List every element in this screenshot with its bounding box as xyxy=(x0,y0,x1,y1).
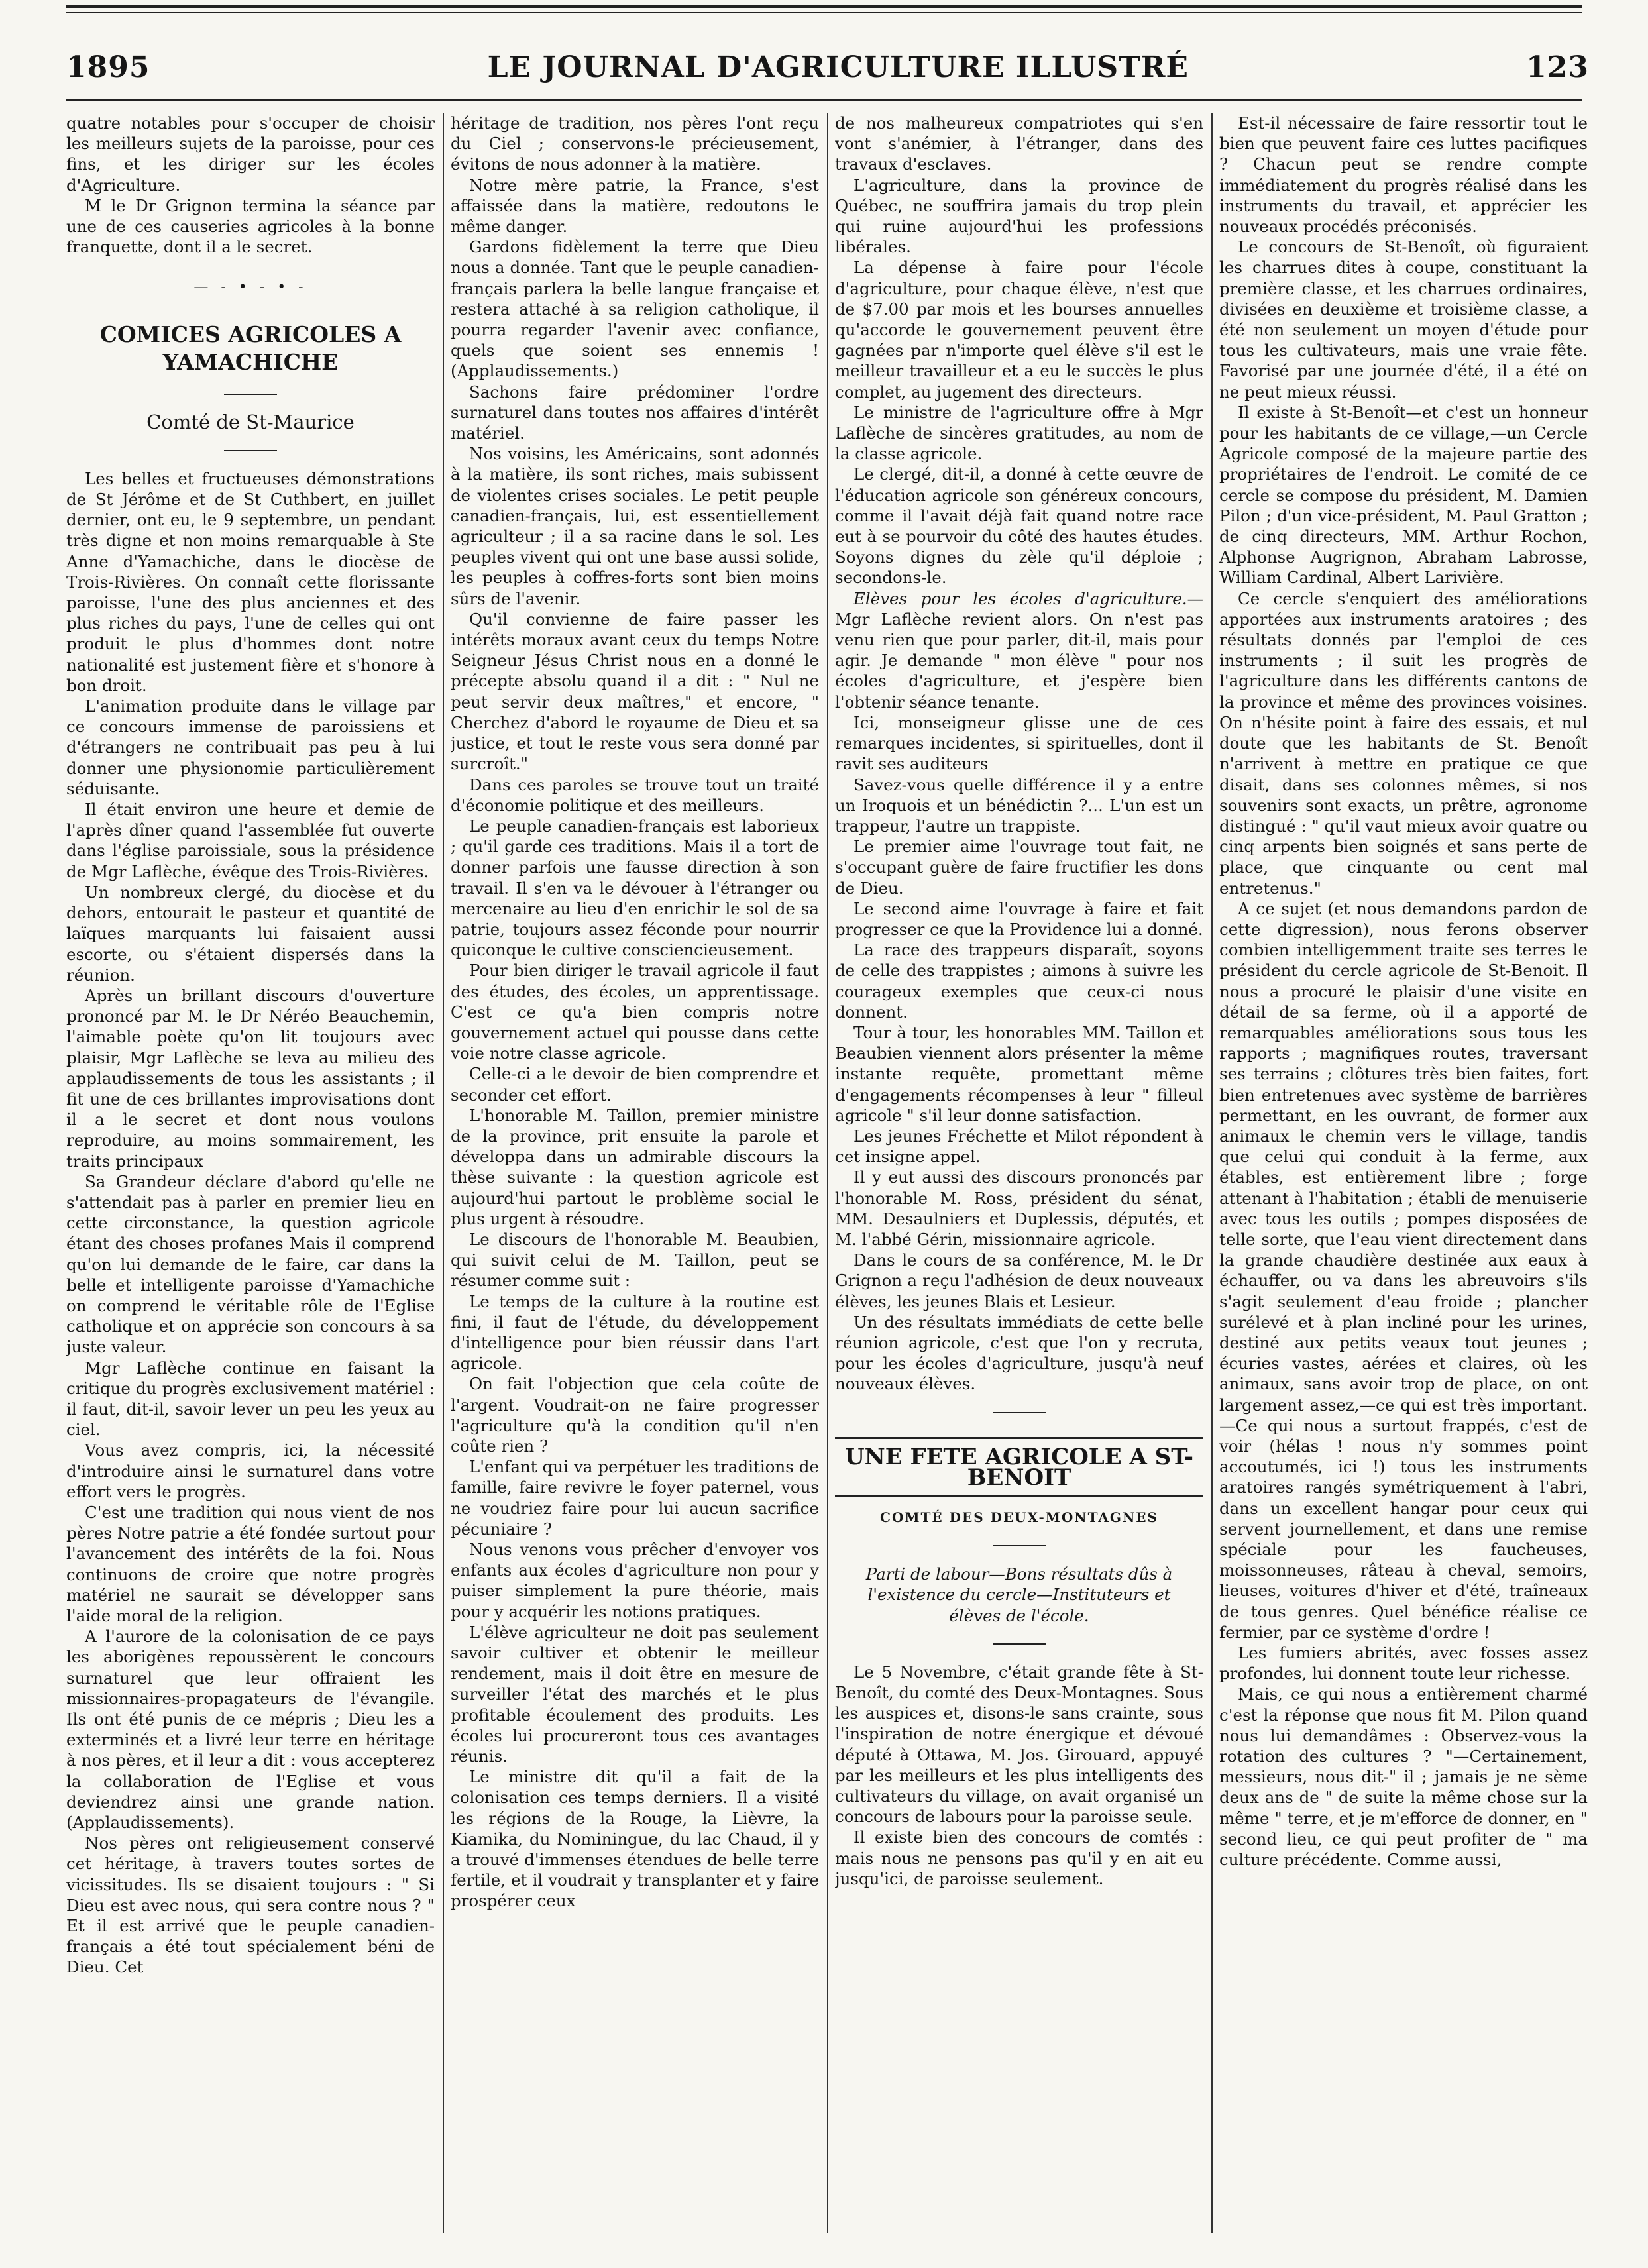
paragraph: L'animation produite dans le village par ce concours immense de paroissiens et d'étrangers ne contribuait pas peu à lui donner une physionomie particulièrement séduisante. xyxy=(66,696,435,798)
article-heading: UNE FETE AGRICOLE A ST-BENOIT xyxy=(835,1437,1203,1497)
paragraph: Il existe bien des concours de comtés : mais nous ne pensons pas qu'il y en ait eu jusqu'ici, de paroisse seulement. xyxy=(835,1827,1203,1888)
paragraph: Tour à tour, les honorables MM. Taillon et Beaubien viennent alors présenter la même instante requête, promettant même d'engagements récompenses à leur " filleul agricole " s'il leur donne satisfaction. xyxy=(835,1022,1203,1125)
paragraph: Sa Grandeur déclare d'abord qu'elle ne s'attendait pas à parler en premier lieu en cette circonstance, la question agricole étant des choses profanes Mais il comprend qu'on lui demande de le faire, car dans la belle et intelligente paroisse d'Yamachiche on comprend le véritable rôle de l'Eglise catholique et on apprécie son concours à sa juste valeur. xyxy=(66,1171,435,1357)
article-heading: COMICES AGRICOLES A YAMACHICHE xyxy=(99,321,402,375)
paragraph: Un nombreux clergé, du diocèse et du dehors, entourait le pasteur et quantité de laïques marquants lui faisaient aussi escorte, ou s'étaient dispersés dans la réunion. xyxy=(66,882,435,985)
top-rule xyxy=(66,5,1582,8)
paragraph: Le concours de St-Benoît, où figuraient les charrues dites à coupe, constituant la première classe, et les charrues ordinaires, divisées en deuxième et troisième classe, a été non seulement un moyen d'étude pour tous les cultivateurs, mais une vraie fête. Favorisé par une journée d'été, il a été on ne peut mieux réussi. xyxy=(1219,237,1588,402)
paragraph: Dans le cours de sa conférence, M. le Dr Grignon a reçu l'adhésion de deux nouveaux élèves, les jeunes Blais et Lesieur. xyxy=(835,1250,1203,1311)
paragraph: Il y eut aussi des discours prononcés par l'honorable M. Ross, président du sénat, MM. Desaulniers et Duplessis, députés, et M. l'abbé Gérin, missionnaire agricole. xyxy=(835,1167,1203,1249)
paragraph: A ce sujet (et nous demandons pardon de cette digression), nous ferons observer combien intelligemment traite ses terres le président du cercle agricole de St-Benoit. Il nous a procuré le plaisir d'une visite en détail de sa ferme, où il a apporté de remarquables améliorations sous tous les rapports ; magnifiques routes, traversant ses terrains ; clôtures très bien faites, fort bien entretenues avec système de barrières permettant, en les ouvrant, de former aux animaux le chemin vers le village, tandis que celui qui conduit à la ferme, aux étables, est entièrement libre ; forge attenant à l'habitation ; établi de menuiserie avec tous les outils ; pompes disposées de telle sorte, que l'eau vient directement dans la grande chaudière destinée aux eaux à échauffer, ou va dans les abreuvoirs s'ils s'agit seulement d'eau froide ; plancher surélevé et à plan incliné pour les urines, destiné aux petits veaux tout jeunes ; écuries vastes, aérées et claires, où les animaux, sans avoir trop de place, on ont largement assez,—ce qui est très important.—Ce qui nous a surtout frappés, c'est de voir (hélas ! nous n'y sommes point accoutumés, ici !) tous les instruments aratoires rangés symétriquement à l'abri, dans un excellent hangar pour ceux qui servent journellement, et dans une remise spéciale pour les faucheuses, moissonneuses, râteau à cheval, semoirs, lieuses, voitures d'hiver et d'été, traîneaux de tous genres. Quel bénéfice réalise ce fermier, par ce système d'ordre ! xyxy=(1219,898,1588,1642)
paragraph: Le second aime l'ouvrage à faire et fait progresser ce que la Providence lui a donné. xyxy=(835,898,1203,939)
short-rule xyxy=(993,1643,1046,1645)
paragraph: de nos malheureux compatriotes qui s'en vont s'anémier, à l'étranger, dans des travaux d'esclaves. xyxy=(835,113,1203,174)
short-rule xyxy=(993,1412,1046,1413)
header-title: LE JOURNAL D'AGRICULTURE ILLUSTRÉ xyxy=(487,50,1189,84)
paragraph: Nous venons vous prêcher d'envoyer vos enfants aux écoles d'agriculture non pour y puiser simplement la pure théorie, mais pour y acquérir les notions pratiques. xyxy=(451,1540,819,1621)
article-summary: Parti de labour—Bons résultats dûs à l'existence du cercle—Instituteurs et élèves de l'école. xyxy=(865,1564,1173,1625)
paragraph: Le peuple canadien-français est laborieux ; qu'il garde ces traditions. Mais il a tort de donner parfois une fausse direction à son travail. Il s'en va le dévouer à l'étranger ou mercenaire au lieu d'en enrichir le sol de sa patrie, toujours assez féconde pour nourrir quiconque le cultive consciencieusement. xyxy=(451,816,819,960)
paragraph: Gardons fidèlement la terre que Dieu nous a donnée. Tant que le peuple canadien-français parlera la belle langue française et restera attaché à sa religion catholique, il pourra regarder l'avenir avec confiance, quels que soient ses ennemis ! (Applaudissements.) xyxy=(451,237,819,381)
article-columns xyxy=(66,113,1589,2246)
paragraph: Le temps de la culture à la routine est fini, il faut de l'étude, du développement d'intelligence pour bien réussir dans l'art agricole. xyxy=(451,1291,819,1374)
article-subheading: COMTÉ DES DEUX-MONTAGNES xyxy=(880,1509,1158,1525)
paragraph: Le ministre dit qu'il a fait de la colonisation ces temps derniers. Il a visité les régions de la Rouge, la Lièvre, la Kiamika, du Nominingue, du lac Chaud, il y a trouvé d'immenses étendues de belle terre fertile, et il voudrait y transplanter et y faire prospérer ceux xyxy=(451,1767,819,1911)
paragraph: L'agriculture, dans la province de Québec, ne souffrira jamais du trop plein qui ruine aujourd'hui les professions libérales. xyxy=(835,175,1203,257)
paragraph: Qu'il convienne de faire passer les intérêts moraux avant ceux du temps Notre Seigneur Jésus Christ nous en a donné le précepte absolu quand il a dit : " Nul ne peut servir deux maîtres," et encore, " Cherchez d'abord le royaume de Dieu et sa justice, et tout le reste vous sera donné par surcroît." xyxy=(451,609,819,774)
header-rule xyxy=(66,99,1582,101)
top-rule-thin xyxy=(66,12,1582,13)
short-rule xyxy=(224,394,277,395)
paragraph: Les jeunes Fréchette et Milot répondent à cet insigne appel. xyxy=(835,1126,1203,1167)
paragraph: L'élève agriculteur ne doit pas seulement savoir cultiver et obtenir le meilleur rendement, mais il doit être en mesure de surveiller l'état des marchés et le plus profitable écoulement des produits. Les écoles lui procureront tous ces avantages réunis. xyxy=(451,1622,819,1766)
paragraph: Il était environ une heure et demie de l'après dîner quand l'assemblée fut ouverte dans l'église paroissiale, sous la présidence de Mgr Laflèche, évêque des Trois-Rivières. xyxy=(66,800,435,881)
column-divider xyxy=(827,113,828,2233)
paragraph: La race des trappeurs disparaît, soyons de celle des trappistes ; aimons à suivre les courageux exemples que ceux-ci nous donnent. xyxy=(835,940,1203,1022)
paragraph: Après un brillant discours d'ouverture prononcé par M. le Dr Néréo Beauchemin, l'aimable poète qu'on lit toujours avec plaisir, Mgr Laflèche se leva au milieu des applaudissements de tous les assistants ; il fit une de ces brillantes improvisations dont il a le secret et dont nous voulons reproduire, au moins sommairement, les traits principaux xyxy=(66,985,435,1171)
paragraph: Le premier aime l'ouvrage tout fait, ne s'occupant guère de faire fructifier les dons de Dieu. xyxy=(835,837,1203,898)
column-1 xyxy=(66,113,435,2233)
short-rule xyxy=(993,1545,1046,1546)
paragraph: Le clergé, dit-il, a donné à cette œuvre de l'éducation agricole son généreux concours, comme il l'avait déjà fait quand notre race eut à se pourvoir du côté des hautes études. Soyons dignes du zèle qu'il déploie ; secondons-le. xyxy=(835,464,1203,588)
paragraph: Savez-vous quelle différence il y a entre un Iroquois et un bénédictin ?... L'un est un trappeur, l'autre un trappiste. xyxy=(835,775,1203,836)
paragraph: A l'aurore de la colonisation de ce pays les aborigènes repoussèrent le concours surnaturel que leur offraient les missionnaires-propagateurs de l'évangile. Ils ont été punis de ce mépris ; Dieu les a exterminés et a livré leur terre en héritage à nos pères, et il leur a dit : vous accepterez la collaboration de l'Eglise et vous deviendrez ainsi une grande nation. (Applaudissements). xyxy=(66,1627,435,1833)
paragraph: Ce cercle s'enquiert des améliorations apportées aux instruments aratoires ; des résultats donnés par l'emploi de ces instruments ; il suit les progrès de l'agriculture dans les différents cantons de la province et même des provinces voisines. On n'hésite point à faire des essais, et nul doute que les habitants de St. Benoît n'arrivent à mettre en pratique ce que disait, dans ses colonnes mêmes, si nos souvenirs sont exacts, un prêtre, agronome distingué : " qu'il vaut mieux avoir quatre ou cinq arpents bien soignés et sans perte de place, que cinquante ou cent mal entretenus." xyxy=(1219,588,1588,898)
column-divider xyxy=(443,113,444,2233)
paragraph: Les belles et fructueuses démonstrations de St Jérôme et de St Cuthbert, en juillet dernier, ont eu, le 9 septembre, un pendant très digne et non moins remarquable à Ste Anne d'Yamachiche, dans le diocèse de Trois-Rivières. On connaît cette florissante paroisse, l'une des plus anciennes et des plus riches du pays, l'une de celles qui ont produit le plus d'hommes dont notre nationalité est justement fière et s'honore à bon droit. xyxy=(66,468,435,695)
header-page-number: 123 xyxy=(1526,50,1589,84)
paragraph: Mgr Laflèche continue en faisant la critique du progrès exclusivement matériel : il faut, dit-il, savoir lever un peu les yeux au ciel. xyxy=(66,1358,435,1440)
paragraph: Mais, ce qui nous a entièrement charmé c'est la réponse que nous fit M. Pilon quand nous lui demandâmes : Observez-vous la rotation des cultures ? "—Certainement, messieurs, nous dit-" il ; jamais je ne sème deux ans de " de suite la même chose sur la même " terre, et je m'efforce de donner, en " second lieu, ce qui peut profiter de " ma culture précédente. Comme aussi, xyxy=(1219,1684,1588,1870)
paragraph: Il existe à St-Benoît—et c'est un honneur pour les habitants de ce village,—un Cercle Agricole composé de la majeure partie des propriétaires de l'endroit. Le comité de ce cercle se compose du président, M. Damien Pilon ; d'un vice-président, M. Paul Gratton ; de cinq directeurs, MM. Arthur Rochon, Alphonse Augrignon, Abraham Labrosse, William Cardinal, Albert Larivière. xyxy=(1219,402,1588,588)
paragraph: Sachons faire prédominer l'ordre surnaturel dans toutes nos affaires d'intérêt matériel. xyxy=(451,382,819,443)
paragraph xyxy=(835,588,1203,712)
paragraph: Nos voisins, les Américains, sont adonnés à la matière, ils sont riches, mais subissent de violentes crises sociales. Le petit peuple canadien-français, lui, est essentiellement agriculteur ; il a sa racine dans le sol. Les peuples vivent qui ont une base aussi solide, les peuples à coffres-forts sont bien moins sûrs de l'avenir. xyxy=(451,444,819,608)
paragraph: Celle-ci a le devoir de bien comprendre et seconder cet effort. xyxy=(451,1064,819,1105)
paragraph: On fait l'objection que cela coûte de l'argent. Voudrait-on ne faire progresser l'agriculture qu'à la condition qu'il n'en coûte rien ? xyxy=(451,1374,819,1456)
paragraph: Le 5 Novembre, c'était grande fête à St-Benoît, du comté des Deux-Montagnes. Sous les auspices et, disons-le sans crainte, sous l'inspiration de notre énergique et dévoué député à Ottawa, M. Jos. Girouard, appuyé par les meilleurs et les plus intelligents des cultivateurs du village, on avait organisé un concours de labours pour la paroisse seule. xyxy=(835,1662,1203,1827)
paragraph-label: Elèves pour les écoles d'agriculture. xyxy=(853,588,1187,608)
paragraph: L'honorable M. Taillon, premier ministre de la province, prit ensuite la parole et développa dans un admirable discours la thèse suivante : la question agricole est aujourd'hui partout le problème social le plus urgent à résoudre. xyxy=(451,1105,819,1228)
page-header xyxy=(66,44,1589,90)
paragraph: Le discours de l'honorable M. Beaubien, qui suivit celui de M. Taillon, peut se résumer comme suit : xyxy=(451,1229,819,1291)
paragraph: Dans ces paroles se trouve tout un traité d'économie politique et des meilleurs. xyxy=(451,775,819,815)
header-year: 1895 xyxy=(66,50,150,84)
paragraph: Ici, monseigneur glisse une de ces remarques incidentes, si spirituelles, dont il ravit ses auditeurs xyxy=(835,712,1203,774)
paragraph: Le ministre de l'agriculture offre à Mgr Laflèche de sincères gratitudes, au nom de la classe agricole. xyxy=(835,402,1203,464)
short-rule xyxy=(224,450,277,451)
paragraph: Est-il nécessaire de faire ressortir tout le bien que peuvent faire ces luttes pacifiques ? Chacun peut se rendre compte immédiatement du progrès réalisé dans les instruments du travail, et apprécier les nouveaux procédés préconisés. xyxy=(1219,113,1588,237)
paragraph: Nos pères ont religieusement conservé cet héritage, à travers toutes sortes de vicissitudes. Ils se disaient toujours : " Si Dieu est avec nous, qui sera contre nous ? " Et il est arrivé que le peuple canadien-français a été tout spécialement béni de Dieu. Cet xyxy=(66,1833,435,1977)
column-2 xyxy=(451,113,819,2233)
paragraph-text: — Mgr Laflèche revient alors. On n'est pas venu rien que pour parler, dit-il, mais pour agir. Je demande " mon élève " pour nos écoles d'agriculture, et j'espère bien l'obtenir séance tenante. xyxy=(835,588,1203,712)
paragraph: M le Dr Grignon termina la séance par une de ces causeries agricoles à la bonne franquette, dont il a le secret. xyxy=(66,195,435,257)
paragraph: Les fumiers abrités, avec fosses assez profondes, lui donnent toute leur richesse. xyxy=(1219,1643,1588,1684)
paragraph: C'est une tradition qui nous vient de nos pères Notre patrie a été fondée surtout pour l'avancement des intérêts de la foi. Nous continuons de croire que notre progrès matériel ne saurait se développer sans l'aide moral de la religion. xyxy=(66,1502,435,1625)
paragraph: Pour bien diriger le travail agricole il faut des études, des écoles, un apprentissage. C'est ce qu'a bien compris notre gouvernement actuel qui pousse dans cette voie notre classe agricole. xyxy=(451,961,819,1063)
paragraph: La dépense à faire pour l'école d'agriculture, pour chaque élève, n'est que de $7.00 par mois et les bourses annuelles qu'accorde le gouvernement peuvent être gagnées par n'importe quel élève s'il est le meilleur travailleur et a eu le succès le plus complet, au jugement des directeurs. xyxy=(835,258,1203,402)
column-4 xyxy=(1219,113,1588,2233)
paragraph: Vous avez compris, ici, la nécessité d'introduire ainsi le surnaturel dans votre effort vers le progrès. xyxy=(66,1440,435,1501)
column-divider xyxy=(1211,113,1213,2233)
article-subheading: Comté de St-Maurice xyxy=(146,410,355,433)
paragraph: quatre notables pour s'occuper de choisir les meilleurs sujets de la paroisse, pour ces fins, et les diriger sur les écoles d'Agriculture. xyxy=(66,113,435,195)
paragraph: Notre mère patrie, la France, s'est affaissée dans la matière, redoutons le même danger. xyxy=(451,175,819,237)
paragraph: héritage de tradition, nos pères l'ont reçu du Ciel ; conservons-le précieusement, évitons de nous adonner à la matière. xyxy=(451,113,819,174)
column-3 xyxy=(835,113,1203,2233)
ornament-separator: — - • - • - xyxy=(193,279,307,296)
paragraph: Un des résultats immédiats de cette belle réunion agricole, c'est que l'on y recruta, pour les écoles d'agriculture, jusqu'à neuf nouveaux élèves. xyxy=(835,1312,1203,1394)
paragraph: L'enfant qui va perpétuer les traditions de famille, faire revivre le foyer paternel, vous ne voudriez faire pour lui aucun sacrifice pécuniaire ? xyxy=(451,1457,819,1539)
